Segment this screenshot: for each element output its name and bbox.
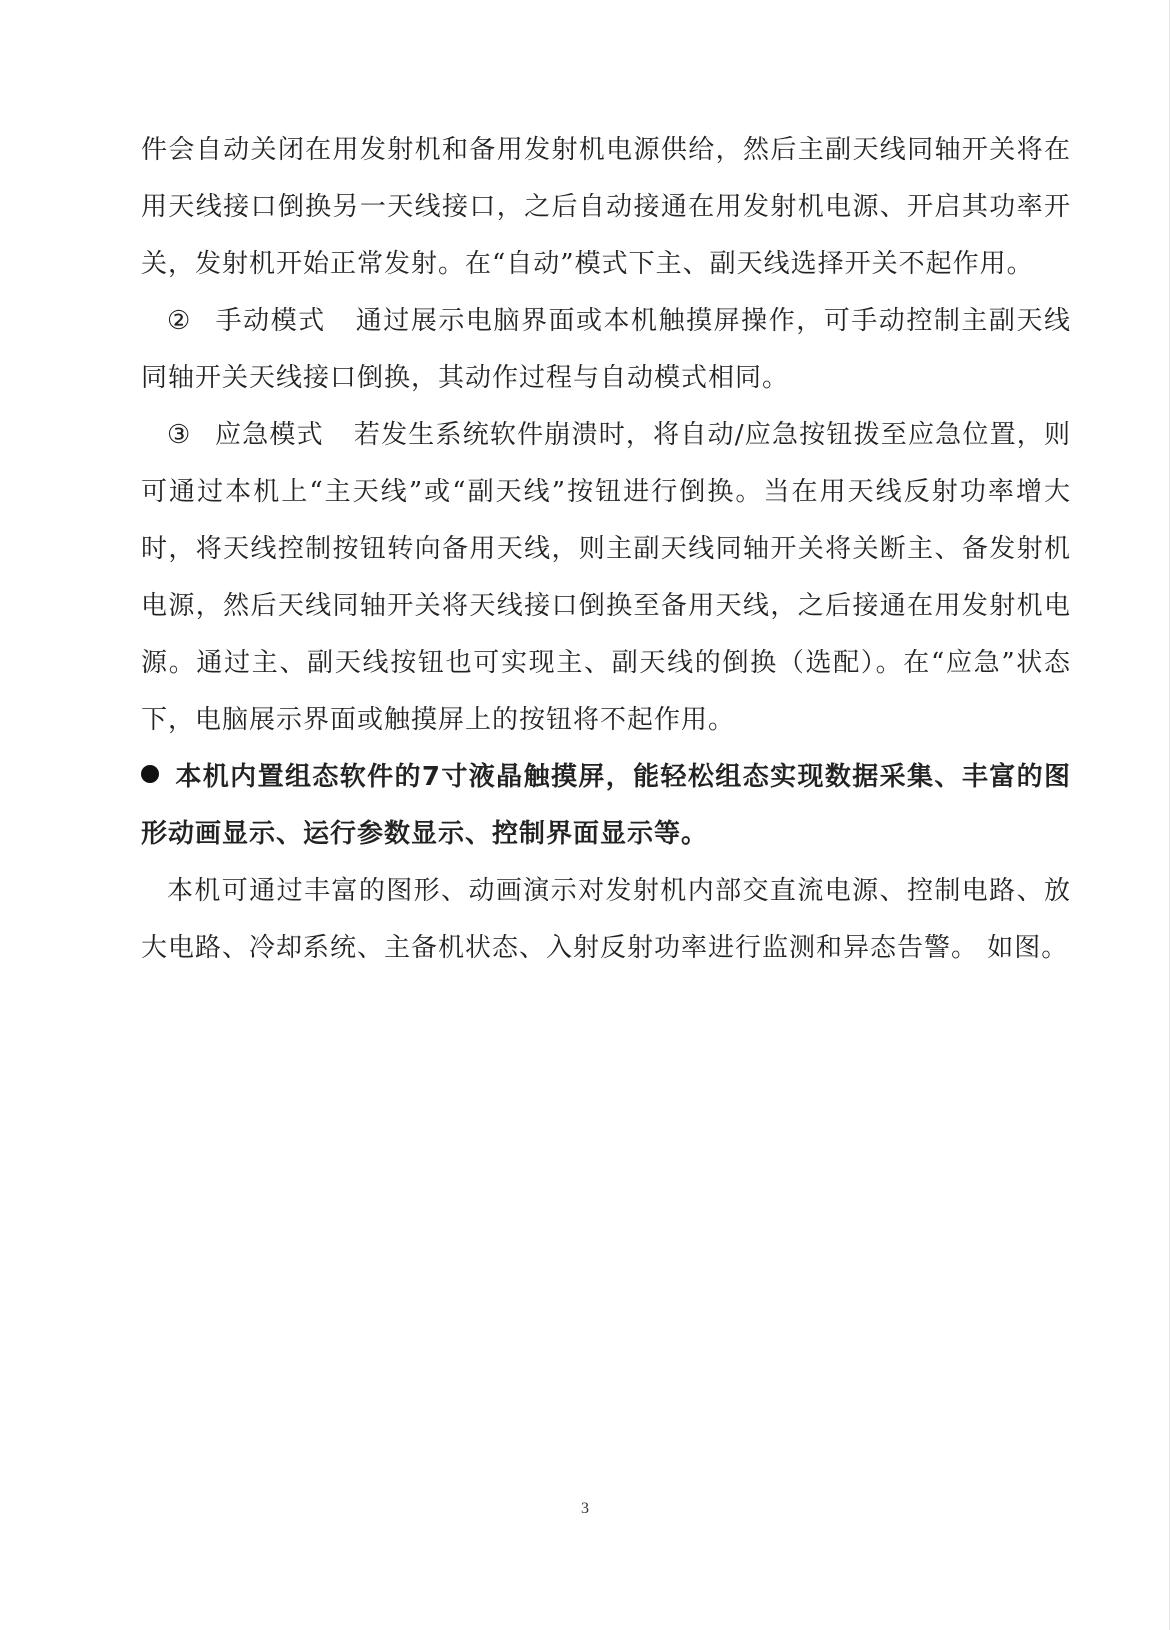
bullet-dot-icon — [141, 765, 159, 783]
bullet-paragraph-touchscreen — [141, 749, 1071, 863]
paragraph-monitoring: 本机可通过丰富的图形、动画演示对发射机内部交直流电源、控制电路、放大电路、冷却系统、主备机状态、入射反射功率进行监测和异态告警。 如图。 — [141, 876, 1071, 963]
bullet-heading-text: 本机内置组态软件的7寸液晶触摸屏，能轻松组态实现数据采集、丰富的图形动画显示、运行参数显示、控制界面显示等。 — [141, 762, 1071, 849]
manual-mode-body: 通过展示电脑界面或本机触摸屏操作，可手动控制主副天线同轴开关天线接口倒换，其动作过程与自动模式相同。 — [141, 306, 1071, 393]
page-number: 3 — [581, 1500, 589, 1517]
emergency-mode-title: 应急模式 — [215, 420, 324, 450]
paragraph-auto-mode-continued: 件会自动关闭在用发射机和备用发射机电源供给，然后主副天线同轴开关将在用天线接口倒换另一天线接口，之后自动接通在用发射机电源、开启其功率开关，发射机开始正常发射。在“自动”模式下主、副天线选择开关不起作用。 — [141, 135, 1071, 279]
manual-mode-title: 手动模式 — [215, 306, 326, 336]
emergency-mode-marker: ③ — [167, 420, 192, 450]
emergency-mode-body: 若发生系统软件崩溃时，将自动/应急按钮拨至应急位置，则可通过本机上“主天线”或“副天线”按钮进行倒换。当在用天线反射功率增大时，将天线控制按钮转向备用天线，则主副天线同轴开关将关断主、备发射机电源，然后天线同轴开关将天线接口倒换至备用天线，之后接通在用发射机电源。通过主、副天线按钮也可实现主、副天线的倒换（选配）。在“应急”状态下，电脑展示界面或触摸屏上的按钮将不起作用。 — [141, 420, 1072, 735]
paragraph-emergency-mode — [141, 407, 1071, 749]
manual-mode-marker: ② — [167, 306, 192, 336]
paragraph-manual-mode — [141, 293, 1071, 407]
document-body — [141, 122, 1071, 977]
